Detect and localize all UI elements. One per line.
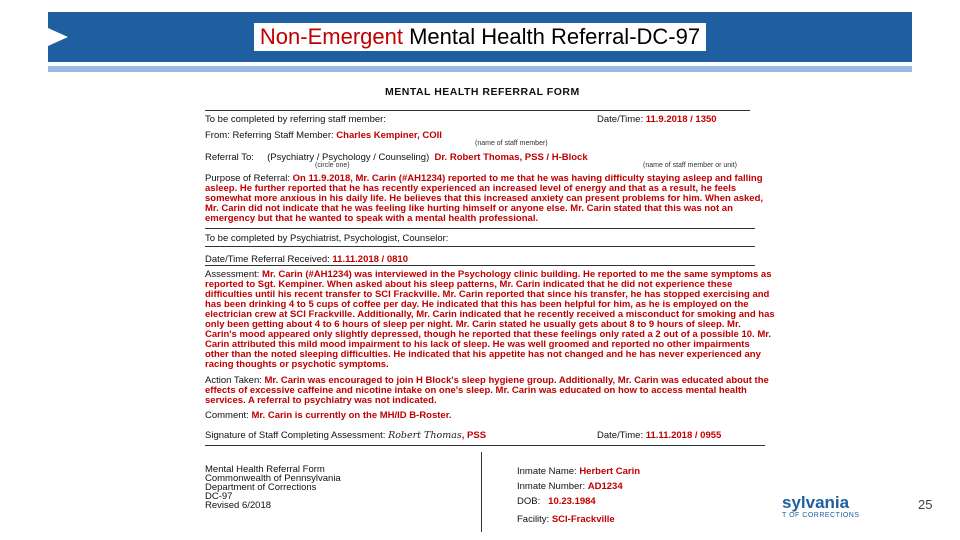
signature-image: Robert Thomas xyxy=(388,430,462,441)
facility-label: Facility: xyxy=(517,514,550,525)
from-label: From: Referring Staff Member: xyxy=(205,130,334,141)
action-label: Action Taken: xyxy=(205,375,262,386)
dob-label: DOB: xyxy=(517,496,541,507)
sig-date-row xyxy=(597,430,721,441)
date-time-label: Date/Time: xyxy=(597,114,644,125)
assessment-text: Mr. Carin (#AH1234) was interviewed in the Psychology clinic building. He reported to me the same symptoms as reported to Sgt. Kempiner. When asked about his sleep patterns, Mr. Carin indicated that he did not experience these difficulties until his recent transfer to SCI Frackville. Mr. Carin reported that since his transfer, he has stopped exercising and has been drinking 4 to 5 cups of coffee per day. He indicated that this has been helpful for him, as he is employed on the electrician crew at SCI Frackville. Additionally, Mr. Carin indicated that he recently received a misconduct for smoking and has only been getting about 4 to 6 hours of sleep per night. Mr. Carin stated he usually gets about 8 to 9 hours of sleep. Mr. Carin's mood appeared only slightly depressed, though he reported that these feelings only rated a 2 out of a possible 10. Mr. Carin attributed this mild mood impairment to his lack of sleep. He was well groomed and reported no other impairments other than the noted sleeping difficulties. He indicated that his appetite has not changed and he has never experienced any racing thoughts or psychotic symptoms. xyxy=(205,269,775,370)
title-rest: Mental Health Referral-DC-97 xyxy=(402,24,701,49)
inmate-name-label: Inmate Name: xyxy=(517,466,577,477)
divider xyxy=(205,228,755,229)
arrow-icon xyxy=(48,28,68,46)
completed-by-referring: To be completed by referring staff member: xyxy=(205,114,386,125)
purpose-paragraph xyxy=(205,174,775,224)
title-emphasis: Non-Emergent xyxy=(259,24,403,49)
referral-to-note: (name of staff member or unit) xyxy=(643,162,738,169)
signature-row xyxy=(205,430,486,441)
title-underline-strip xyxy=(48,66,912,72)
page-number: 25 xyxy=(918,497,933,512)
dob-value: 10.23.1984 xyxy=(548,496,596,507)
footer-divider xyxy=(481,452,482,532)
referral-options: (Psychiatry / Psychology / Counseling) xyxy=(267,152,430,163)
brand-bottom: T OF CORRECTIONS xyxy=(782,512,860,519)
referral-form-image xyxy=(205,84,785,530)
form-heading: MENTAL HEALTH REFERRAL FORM xyxy=(385,86,580,98)
footer-line: Department of Corrections xyxy=(205,482,317,493)
assessment-label: Assessment: xyxy=(205,269,260,280)
date-received-value: 11.11.2018 / 0810 xyxy=(332,254,408,265)
purpose-text: On 11.9.2018, Mr. Carin (#AH1234) reported to me that he was having difficulty staying asleep and falling asleep. He further reported that he has recently experienced an increased level of energy and that as a result, he feels somewhat more anxious in his daily life. He believes that this increased anxiety can present problems for him. When asked, Mr. Carin did not indicate that he was feeling like hurting himself or anyone else. Mr. Carin stated that this was not an emergency but that he wanted to speak with a mental health professional. xyxy=(205,173,764,224)
divider xyxy=(205,445,765,446)
dob-row xyxy=(517,496,596,507)
footer-line: Mental Health Referral Form xyxy=(205,464,325,475)
footer-line: DC-97 xyxy=(205,491,233,502)
assessment-paragraph xyxy=(205,270,775,370)
action-text: Mr. Carin was encouraged to join H Block's sleep hygiene group. Additionally, Mr. Carin was educated about the effects of excessive caffeine and nicotine intake on one's sleep. Mr. Carin was educated on how to access mental health services. A referral to psychiatry was not indicated. xyxy=(205,375,769,406)
from-value: Charles Kempiner, COII xyxy=(336,130,442,141)
divider xyxy=(205,265,755,266)
circle-note: (circle one) xyxy=(315,162,350,169)
footer-line: Commonwealth of Pennsylvania xyxy=(205,473,341,484)
footer-left xyxy=(205,465,341,510)
inmate-number-label: Inmate Number: xyxy=(517,481,586,492)
divider xyxy=(205,110,750,111)
inmate-name-row xyxy=(517,466,640,477)
brand-top: sylvania xyxy=(782,493,850,512)
comment-label: Comment: xyxy=(205,410,249,421)
from-row xyxy=(205,130,442,141)
inmate-number-row xyxy=(517,481,623,492)
divider xyxy=(205,246,755,247)
completed-by-psych: To be completed by Psychiatrist, Psychologist, Counselor: xyxy=(205,233,449,244)
date-received-label: Date/Time Referral Received: xyxy=(205,254,330,265)
referral-to-value: Dr. Robert Thomas, PSS / H-Block xyxy=(434,152,588,163)
signature-label: Signature of Staff Completing Assessment: xyxy=(205,430,386,441)
inmate-name-value: Herbert Carin xyxy=(579,466,641,477)
comment-row xyxy=(205,410,452,421)
name-note: (name of staff member) xyxy=(475,140,548,147)
date-time-value: 11.9.2018 / 1350 xyxy=(645,114,717,125)
footer-line: Revised 6/2018 xyxy=(205,500,272,511)
sig-date-label: Date/Time: xyxy=(597,430,644,441)
slide-title-bar xyxy=(48,12,912,62)
facility-row xyxy=(517,514,615,525)
purpose-label: Purpose of Referral: xyxy=(205,173,291,184)
facility-value: SCI-Frackville xyxy=(551,514,615,525)
date-received-row xyxy=(205,254,408,265)
date-time-row xyxy=(597,114,717,125)
signature-suffix: , PSS xyxy=(461,430,487,441)
sig-date-value: 11.11.2018 / 0955 xyxy=(645,430,722,441)
slide-title xyxy=(254,23,706,51)
comment-text: Mr. Carin is currently on the MH/ID B-Roster. xyxy=(251,410,452,421)
inmate-number-value: AD1234 xyxy=(587,481,623,492)
referral-to-label: Referral To: xyxy=(205,152,254,163)
pa-doc-logo xyxy=(782,494,859,519)
action-paragraph xyxy=(205,376,775,406)
referral-to-row xyxy=(205,152,588,163)
